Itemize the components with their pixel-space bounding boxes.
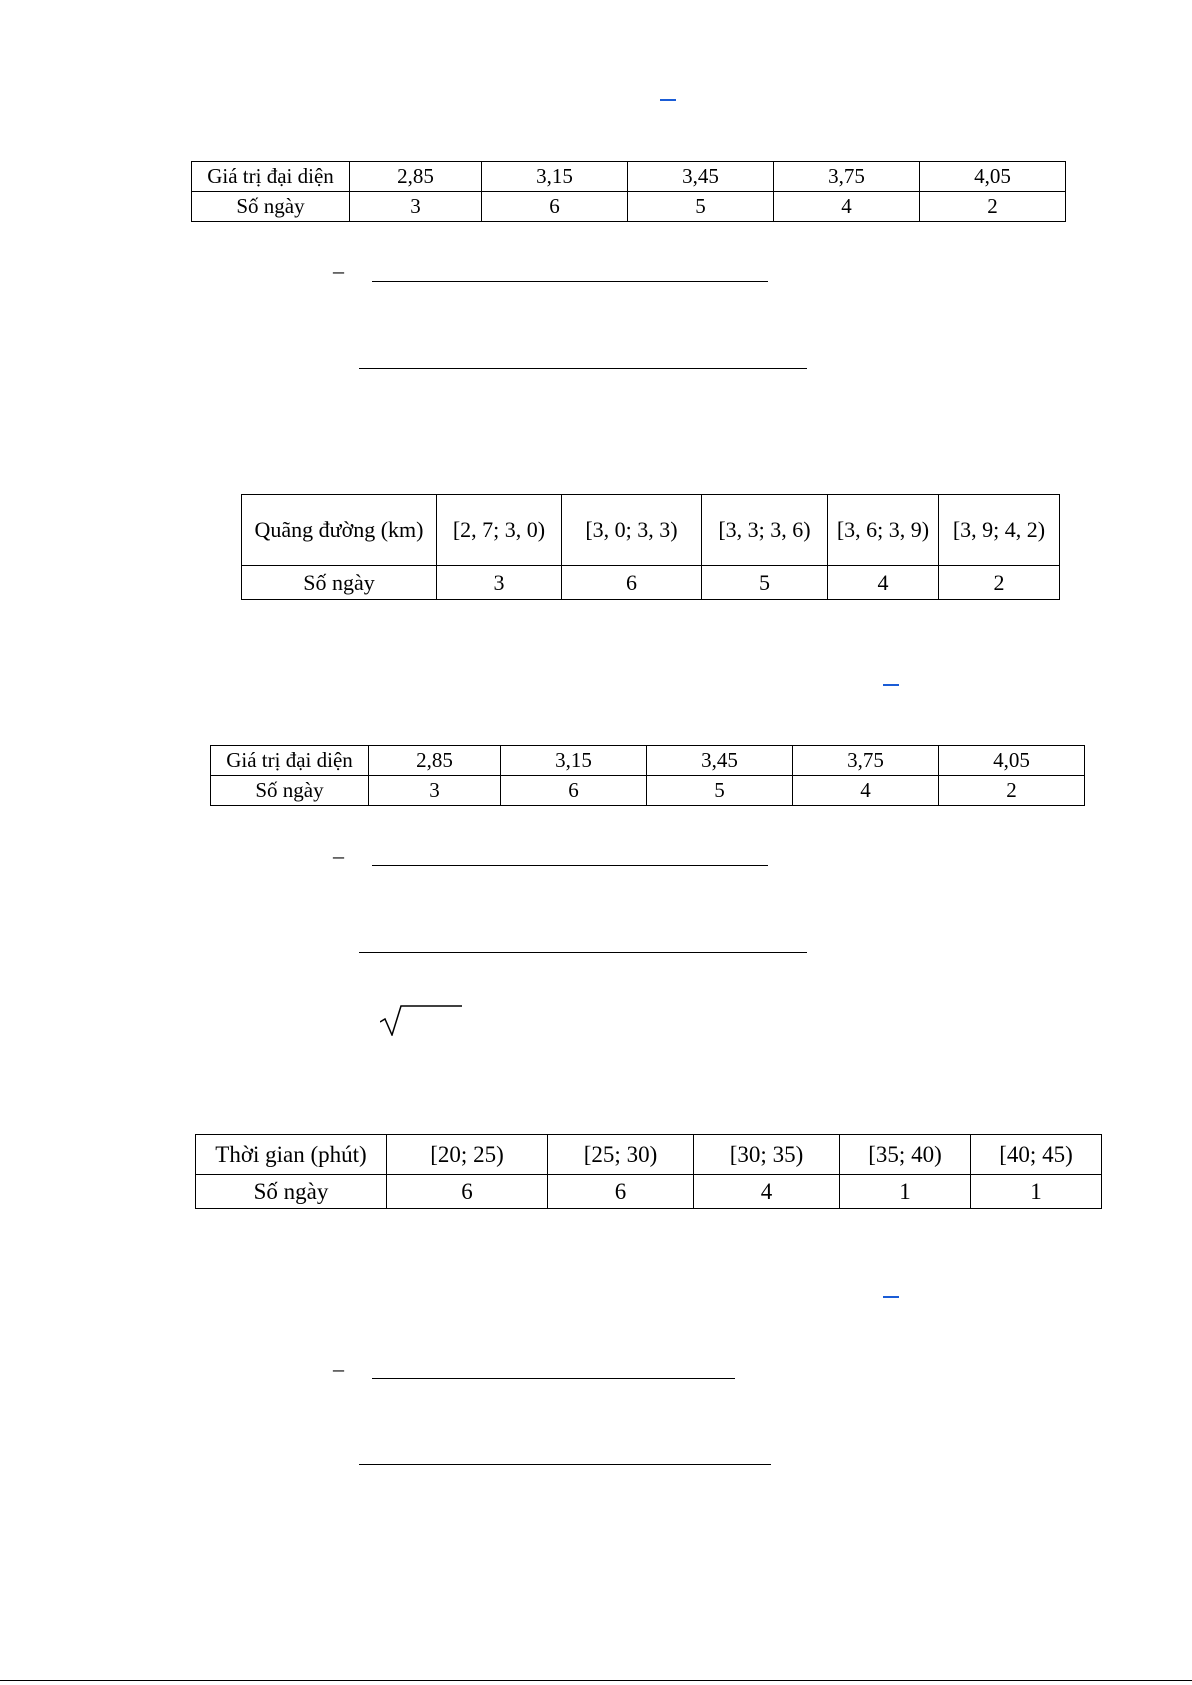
table-cell: 3,45 bbox=[647, 746, 793, 776]
table-cell: 4,05 bbox=[920, 162, 1066, 192]
table-cell: 4 bbox=[793, 776, 939, 806]
minus-sign: – bbox=[333, 1356, 344, 1381]
row-header-label: Giá trị đại diện bbox=[192, 162, 350, 192]
interval-cell: [35; 40) bbox=[840, 1135, 971, 1175]
interval-cell: [30; 35) bbox=[694, 1135, 840, 1175]
representative-value-table-2 bbox=[210, 745, 1085, 806]
table-cell: 3,15 bbox=[482, 162, 628, 192]
time-frequency-table bbox=[195, 1134, 1102, 1209]
table-cell: 3 bbox=[350, 192, 482, 222]
table-cell: 6 bbox=[501, 776, 647, 806]
link-mark[interactable] bbox=[883, 684, 899, 686]
table-cell: 3,75 bbox=[793, 746, 939, 776]
table-cell: 3 bbox=[437, 566, 562, 600]
table-cell: 3 bbox=[369, 776, 501, 806]
table-cell: 3,45 bbox=[628, 162, 774, 192]
fraction-bar bbox=[372, 865, 768, 866]
interval-cell: [3, 0; 3, 3) bbox=[562, 495, 702, 566]
row-header-label: Số ngày bbox=[192, 192, 350, 222]
table-cell: 1 bbox=[971, 1175, 1102, 1209]
table-cell: 2,85 bbox=[350, 162, 482, 192]
representative-value-table-1 bbox=[191, 161, 1066, 222]
table-cell: 5 bbox=[702, 566, 828, 600]
table-cell: 4 bbox=[828, 566, 939, 600]
table-cell: 6 bbox=[562, 566, 702, 600]
table-cell: 2 bbox=[939, 776, 1085, 806]
row-header-label: Số ngày bbox=[211, 776, 369, 806]
row-header-label: Số ngày bbox=[242, 566, 437, 600]
table-cell: 4,05 bbox=[939, 746, 1085, 776]
interval-cell: [20; 25) bbox=[387, 1135, 548, 1175]
table-cell: 5 bbox=[628, 192, 774, 222]
interval-cell: [2, 7; 3, 0) bbox=[437, 495, 562, 566]
table-cell: 6 bbox=[482, 192, 628, 222]
interval-cell: [25; 30) bbox=[548, 1135, 694, 1175]
interval-cell: [3, 3; 3, 6) bbox=[702, 495, 828, 566]
link-mark[interactable] bbox=[660, 99, 676, 101]
table-cell: 3,75 bbox=[774, 162, 920, 192]
table-cell: 5 bbox=[647, 776, 793, 806]
row-header-label: Giá trị đại diện bbox=[211, 746, 369, 776]
table-cell: 6 bbox=[548, 1175, 694, 1209]
row-header-label: Quãng đường (km) bbox=[242, 495, 437, 566]
fraction-bar bbox=[359, 368, 807, 369]
distance-frequency-table bbox=[241, 494, 1060, 600]
table-cell: 6 bbox=[387, 1175, 548, 1209]
table-cell: 2 bbox=[939, 566, 1060, 600]
interval-cell: [3, 9; 4, 2) bbox=[939, 495, 1060, 566]
minus-sign: – bbox=[333, 258, 344, 283]
interval-cell: [40; 45) bbox=[971, 1135, 1102, 1175]
table-cell: 4 bbox=[774, 192, 920, 222]
table-cell: 4 bbox=[694, 1175, 840, 1209]
row-header-label: Số ngày bbox=[196, 1175, 387, 1209]
fraction-bar bbox=[372, 1378, 735, 1379]
square-root-icon bbox=[380, 1004, 462, 1036]
fraction-bar bbox=[359, 952, 807, 953]
page-footer-rule bbox=[0, 1680, 1192, 1681]
table-cell: 3,15 bbox=[501, 746, 647, 776]
link-mark[interactable] bbox=[883, 1296, 899, 1298]
table-cell: 2 bbox=[920, 192, 1066, 222]
table-cell: 1 bbox=[840, 1175, 971, 1209]
interval-cell: [3, 6; 3, 9) bbox=[828, 495, 939, 566]
row-header-label: Thời gian (phút) bbox=[196, 1135, 387, 1175]
minus-sign: – bbox=[333, 843, 344, 868]
fraction-bar bbox=[372, 281, 768, 282]
table-cell: 2,85 bbox=[369, 746, 501, 776]
fraction-bar bbox=[359, 1464, 771, 1465]
